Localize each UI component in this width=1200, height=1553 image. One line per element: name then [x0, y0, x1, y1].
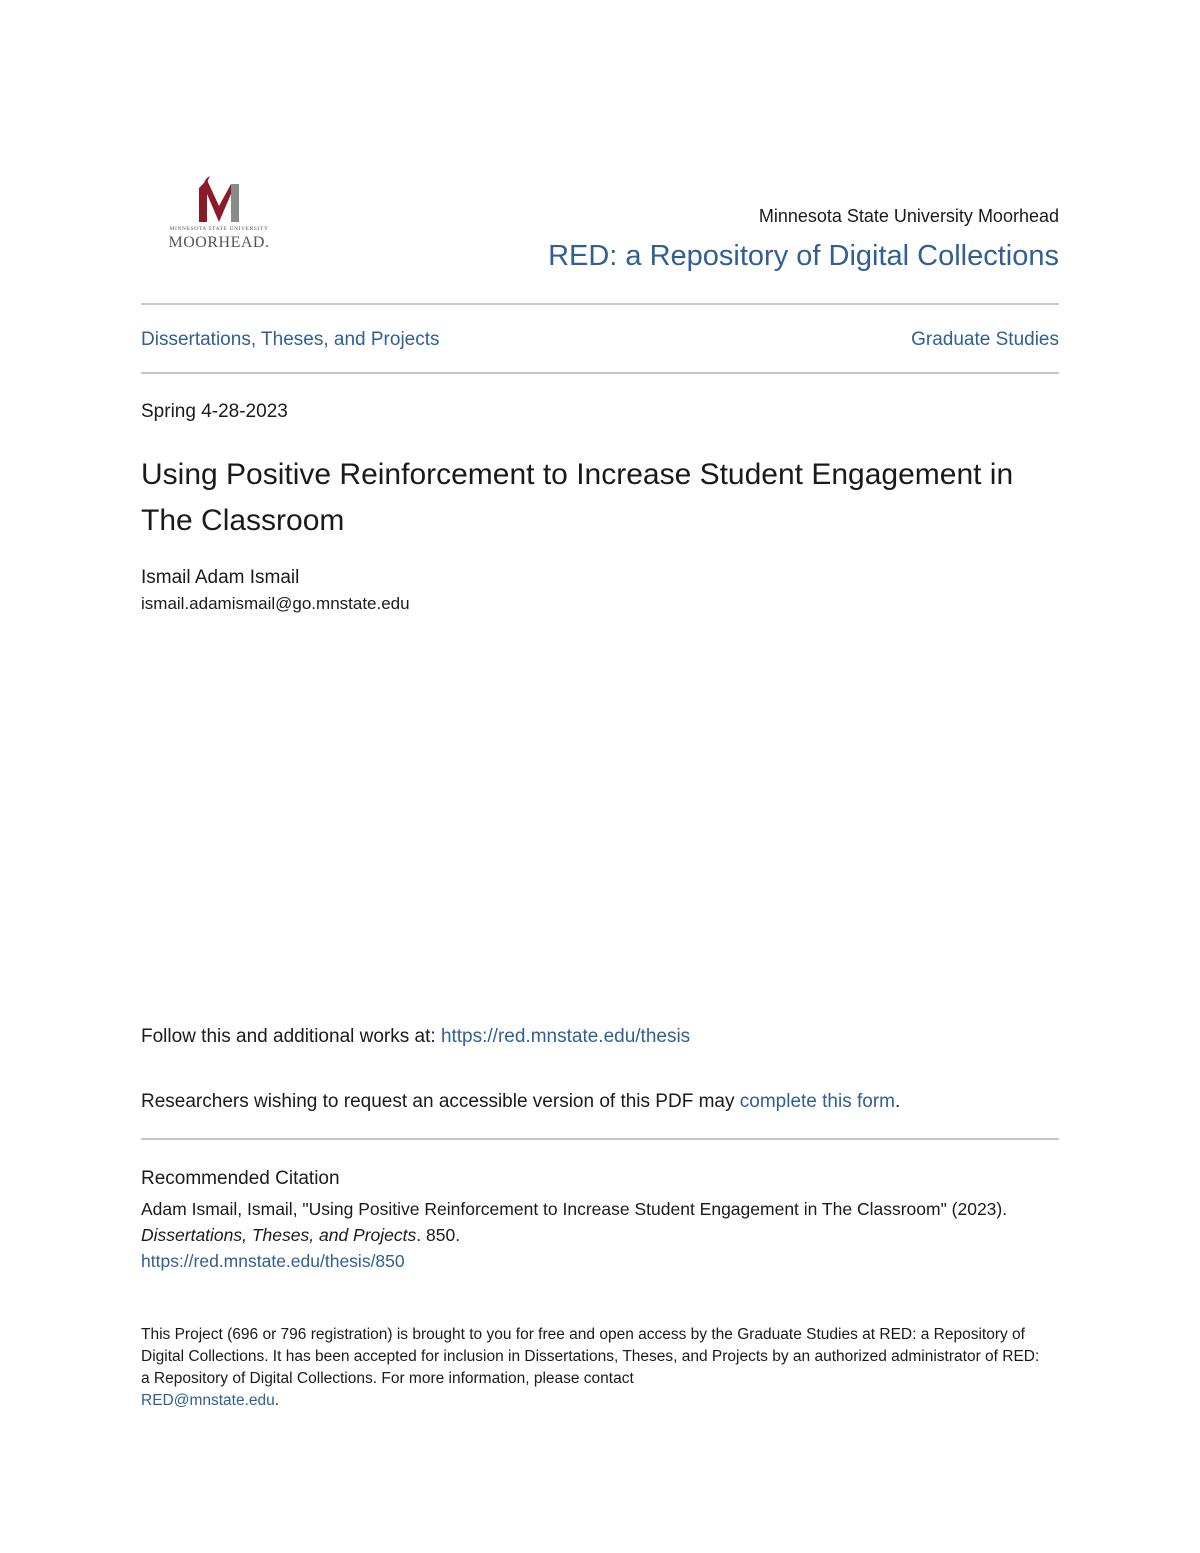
citation-text: Adam Ismail, Ismail, "Using Positive Reinforcement to Increase Student Engagement in The Classroom" (2023).	[141, 1199, 1008, 1219]
follow-text: Follow this and additional works at:	[141, 1026, 441, 1047]
logo-wordmark: MOORHEAD.	[168, 234, 270, 251]
document-title: Using Positive Reinforcement to Increase Student Engagement in The Classroom	[141, 458, 1014, 537]
collection-url-link[interactable]: https://red.mnstate.edu/thesis	[440, 1026, 691, 1047]
access-notice	[141, 1324, 1051, 1412]
accessibility-text: Researchers wishing to request an accessible version of this PDF may	[141, 1091, 740, 1112]
divider	[141, 303, 1059, 305]
msum-m-logo-icon	[157, 176, 281, 226]
citation-url-link[interactable]: https://red.mnstate.edu/thesis/850	[141, 1251, 405, 1271]
logo-small-text: MINNESOTA STATE UNIVERSITY	[169, 226, 269, 232]
author-name: Ismail Adam Ismail	[141, 567, 300, 588]
accessibility-line	[141, 1091, 900, 1113]
publication-date: Spring 4-28-2023	[141, 401, 288, 422]
citation-number: . 850.	[416, 1225, 461, 1245]
follow-line	[141, 1026, 690, 1048]
repository-link[interactable]: RED: a Repository of Digital Collections	[548, 240, 1059, 272]
author-email: ismail.adamismail@go.mnstate.edu	[141, 594, 410, 613]
notice-end: .	[274, 1392, 280, 1409]
cover-page	[141, 0, 1059, 1553]
university-logo	[157, 176, 281, 258]
accessibility-form-link[interactable]: complete this form	[739, 1091, 895, 1112]
citation-series: Dissertations, Theses, and Projects	[141, 1225, 417, 1245]
institution-name: Minnesota State University Moorhead	[758, 206, 1059, 226]
notice-text: This Project (696 or 796 registration) is brought to you for free and open access by the Graduate Studies at RED: a Repository of Digital Collections. It has been accepted for inclusion in Dissertations, Theses, and Projects by an authorized administrator of RED: a Repository of Digital Collections. For more information, please contact	[141, 1326, 1040, 1387]
collection-link[interactable]: Dissertations, Theses, and Projects	[141, 329, 440, 350]
divider	[141, 1138, 1059, 1140]
contact-email-link[interactable]: RED@mnstate.edu	[141, 1392, 275, 1409]
department-link[interactable]: Graduate Studies	[911, 329, 1059, 350]
citation-heading: Recommended Citation	[141, 1168, 340, 1189]
accessibility-end: .	[895, 1091, 901, 1112]
divider	[141, 372, 1059, 374]
citation-body	[141, 1196, 1059, 1274]
